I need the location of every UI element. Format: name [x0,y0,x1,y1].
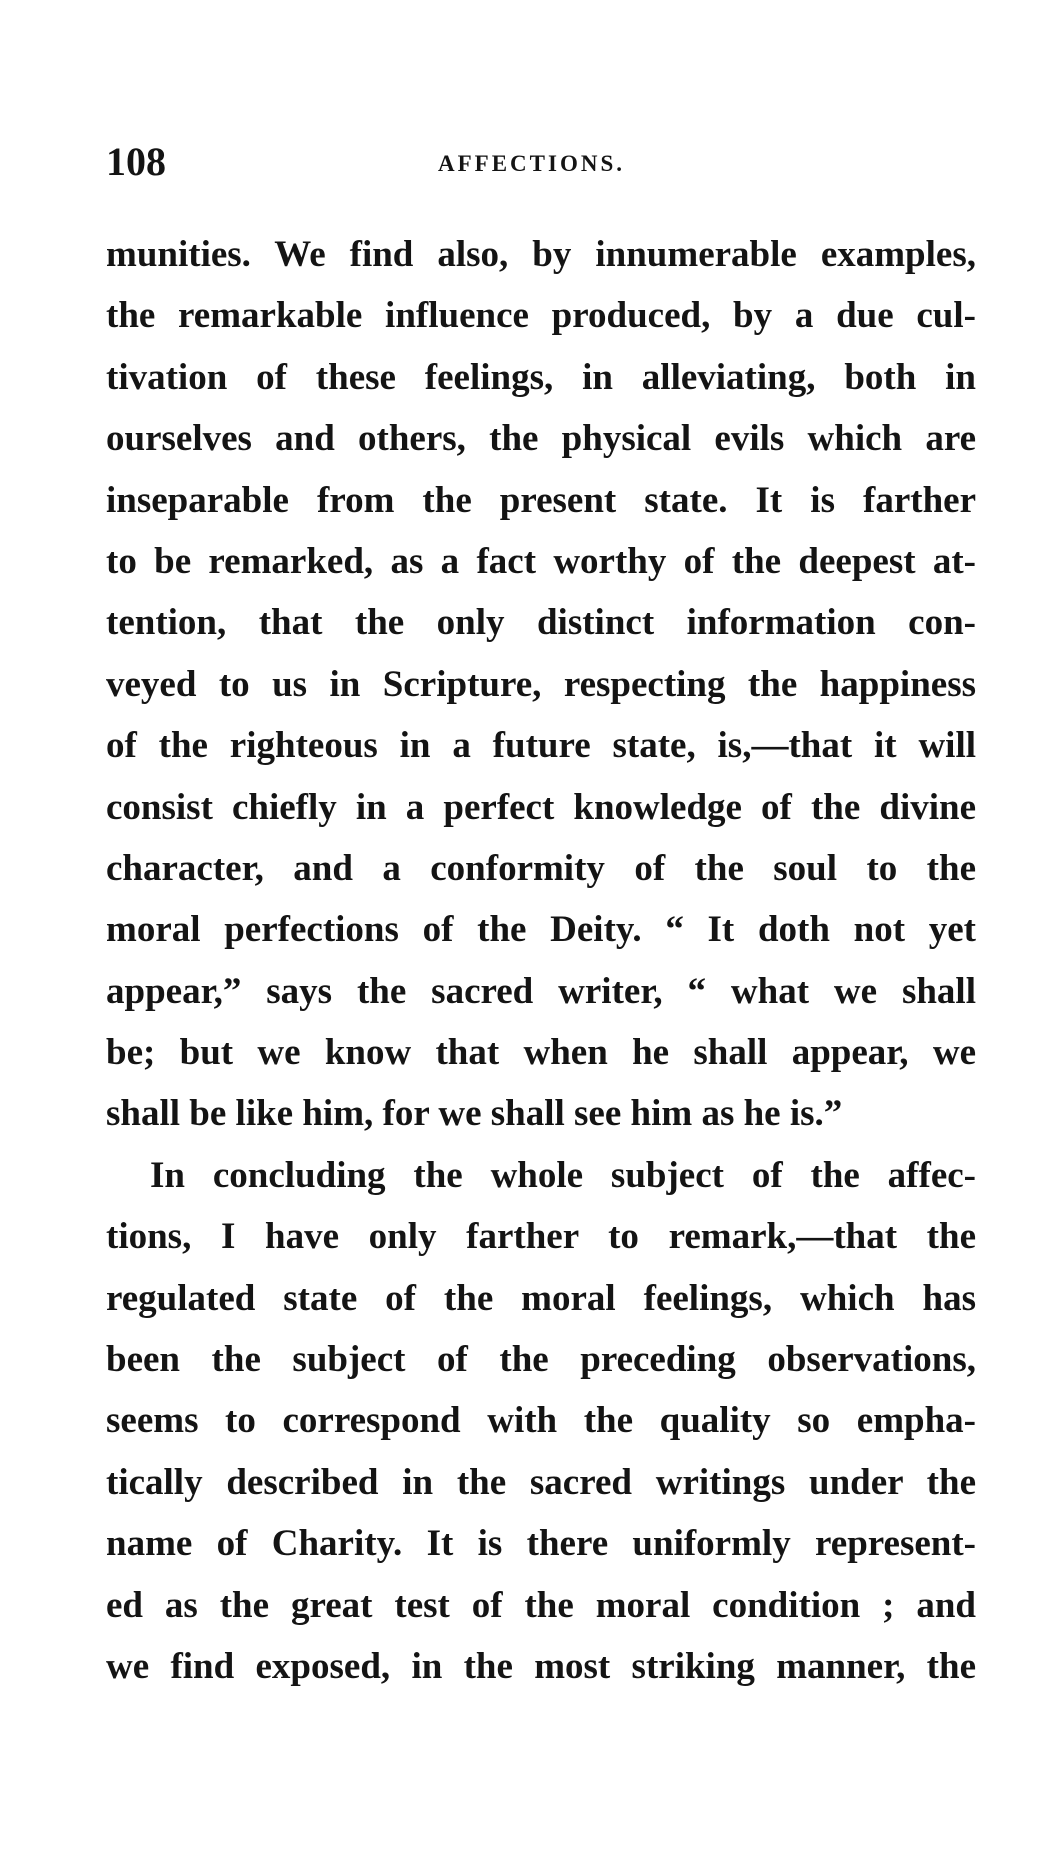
text-line: be; but we know that when he shall appear, we [106,1032,976,1074]
running-head [106,138,986,188]
paragraph-1 [106,224,976,1145]
paragraph-2 [106,1145,976,1698]
text-line: ed as the great test of the moral condition ; and [106,1584,976,1626]
text-line: been the subject of the preceding observations, [106,1339,976,1381]
text-line: moral perfections of the Deity. “ It doth not yet [106,909,976,951]
text-line: seems to correspond with the quality so empha- [106,1400,976,1442]
text-line: tention, that the only distinct information con- [106,602,976,644]
text-line: veyed to us in Scripture, respecting the happiness [106,663,976,705]
text-line: regulated state of the moral feelings, which has [106,1277,976,1319]
text-line: ourselves and others, the physical evils which are [106,418,976,460]
text-line: the remarkable influence produced, by a due cul- [106,295,976,337]
text-line: of the righteous in a future state, is,—that it will [106,725,976,767]
running-title: AFFECTIONS. [438,151,625,176]
text-line: shall be like him, for we shall see him as he is.” [106,1093,843,1135]
text-line: inseparable from the present state. It is farther [106,479,976,521]
body-text [106,224,976,1697]
text-line: consist chiefly in a perfect knowledge of the divine [106,786,976,828]
text-line: appear,” says the sacred writer, “ what we shall [106,970,976,1012]
page-number: 108 [106,139,166,184]
text-line: name of Charity. It is there uniformly represent- [106,1523,976,1565]
text-line: In concluding the whole subject of the affec- [150,1154,976,1196]
text-line: tically described in the sacred writings under the [106,1461,976,1503]
text-line: munities. We find also, by innumerable examples, [106,234,976,275]
text-line: we find exposed, in the most striking manner, the [106,1645,976,1687]
text-line: tivation of these feelings, in alleviating, both in [106,356,976,398]
text-line: tions, I have only farther to remark,—that the [106,1216,976,1258]
text-line: character, and a conformity of the soul to the [106,847,976,889]
text-line: to be remarked, as a fact worthy of the deepest at- [106,540,976,582]
